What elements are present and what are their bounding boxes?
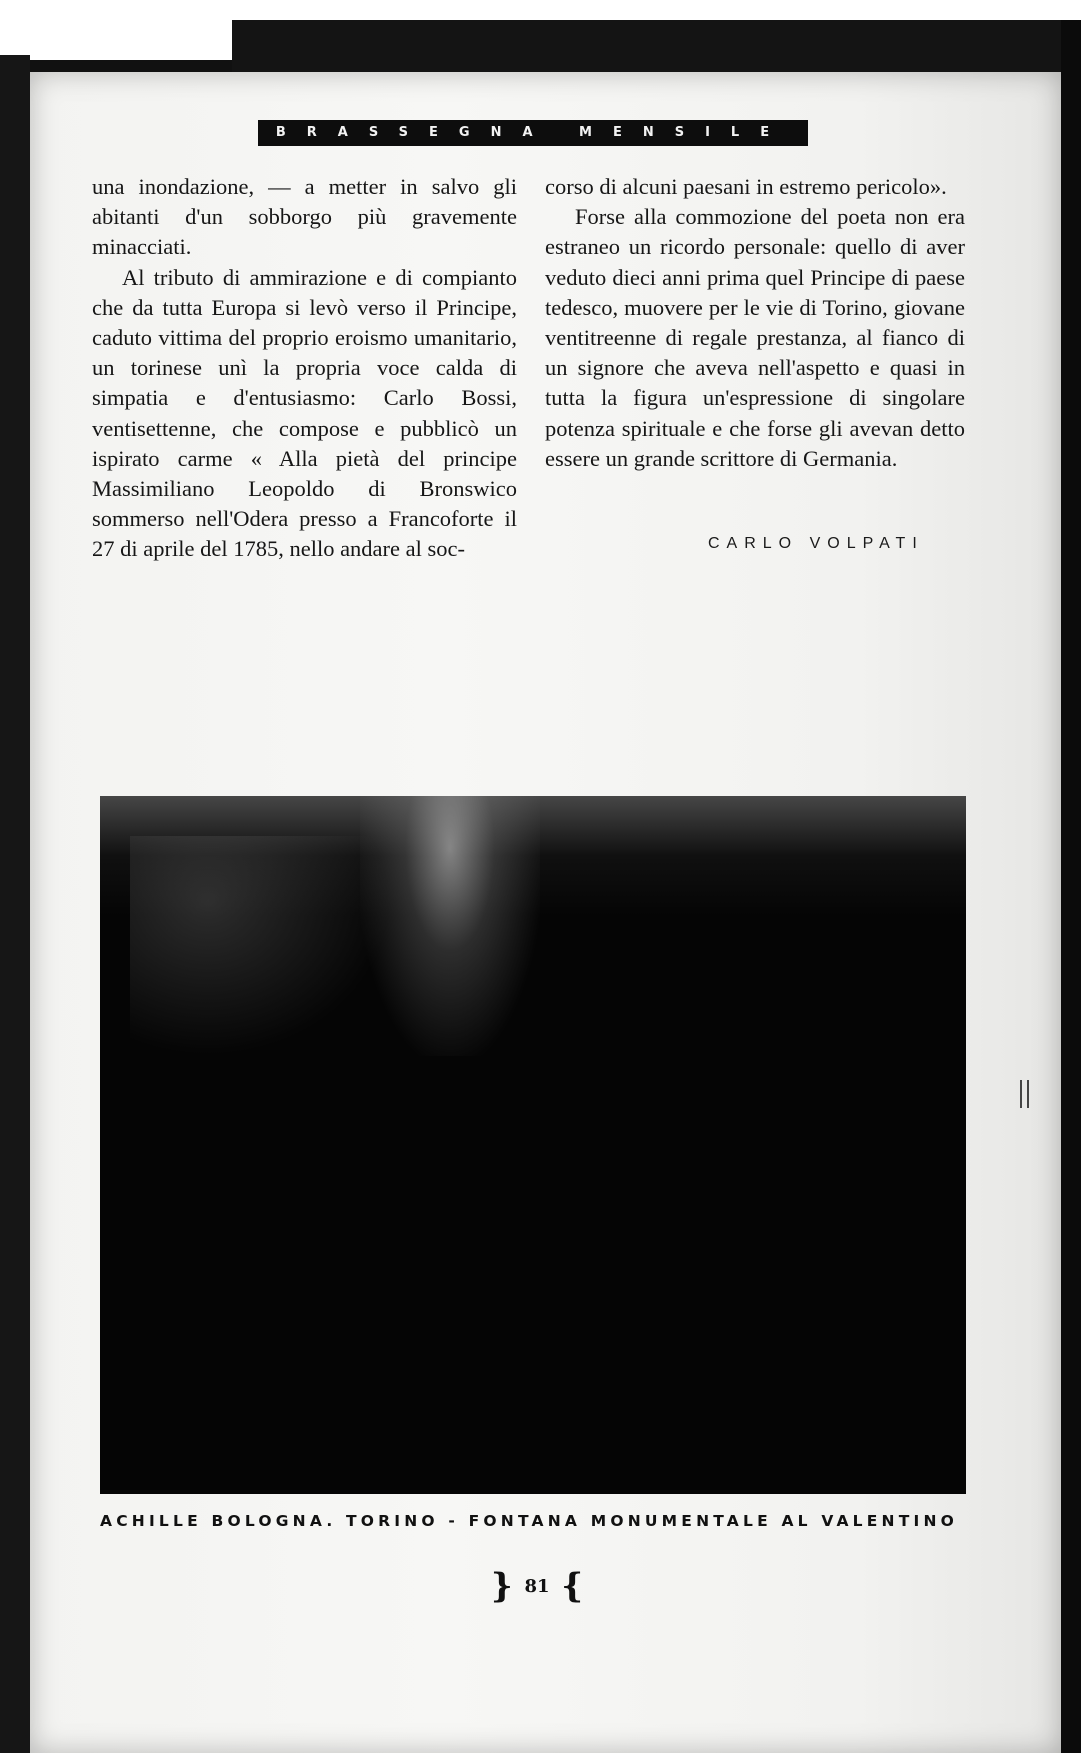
- author-signature: CARLO VOLPATI: [708, 535, 924, 552]
- ornament-left: }: [490, 1566, 513, 1606]
- paragraph: corso di alcuni paesani in estremo pericolo».: [545, 174, 947, 199]
- photo-highlight: [130, 836, 390, 1056]
- fountain-photograph: [100, 796, 966, 1494]
- paragraph: Al tributo di ammirazione e di compianto che da tutta Europa si levò verso il Principe, caduto vittima del proprio eroismo umanitario, un torinese unì la propria voce calda di simpatia e d'entusiasmo: Carlo Bossi, ventisettenne, che compose e pubblicò un ispirato carme « Alla pietà del principe Massimiliano Leopoldo di Bronswico sommerso nell'Odera presso a Francoforte il 27 di aprile del 1785, nello andare al soc-: [92, 264, 517, 562]
- scan-artifact: [1027, 1080, 1029, 1108]
- page-number-value: 81: [524, 1575, 550, 1597]
- scan-border-top-dark: [232, 20, 1081, 75]
- running-header: BRASSEGNA MENSILE: [258, 120, 808, 146]
- photo-highlight: [360, 796, 540, 1056]
- scan-border-right: [1061, 20, 1081, 1753]
- text-column-right: [545, 172, 965, 474]
- photo-caption: ACHILLE BOLOGNA. TORINO - FONTANA MONUMENTALE AL VALENTINO: [100, 1512, 958, 1530]
- paragraph: Forse alla commozione del poeta non era estraneo un ricordo personale: quello di aver veduto dieci anni prima quel Principe di paese tedesco, muovere per le vie di Torino, giovane ventitreenne di regale prestanza, al fianco di un signore che aveva nell'aspetto e quasi in tutta la figura un'espressione di singolare potenza spirituale e che forse gli avevan detto essere un grande scrittore di Germania.: [545, 204, 965, 471]
- scan-border-top-left: [0, 20, 232, 60]
- text-column-left: [92, 172, 517, 565]
- paragraph: una inondazione, — a metter in salvo gli abitanti d'un sobborgo più gravemente minacciati.: [92, 174, 517, 260]
- scan-artifact: [1020, 1080, 1022, 1108]
- ornament-right: {: [561, 1566, 584, 1606]
- page-number: [472, 1566, 602, 1606]
- scan-border-left: [0, 55, 30, 1753]
